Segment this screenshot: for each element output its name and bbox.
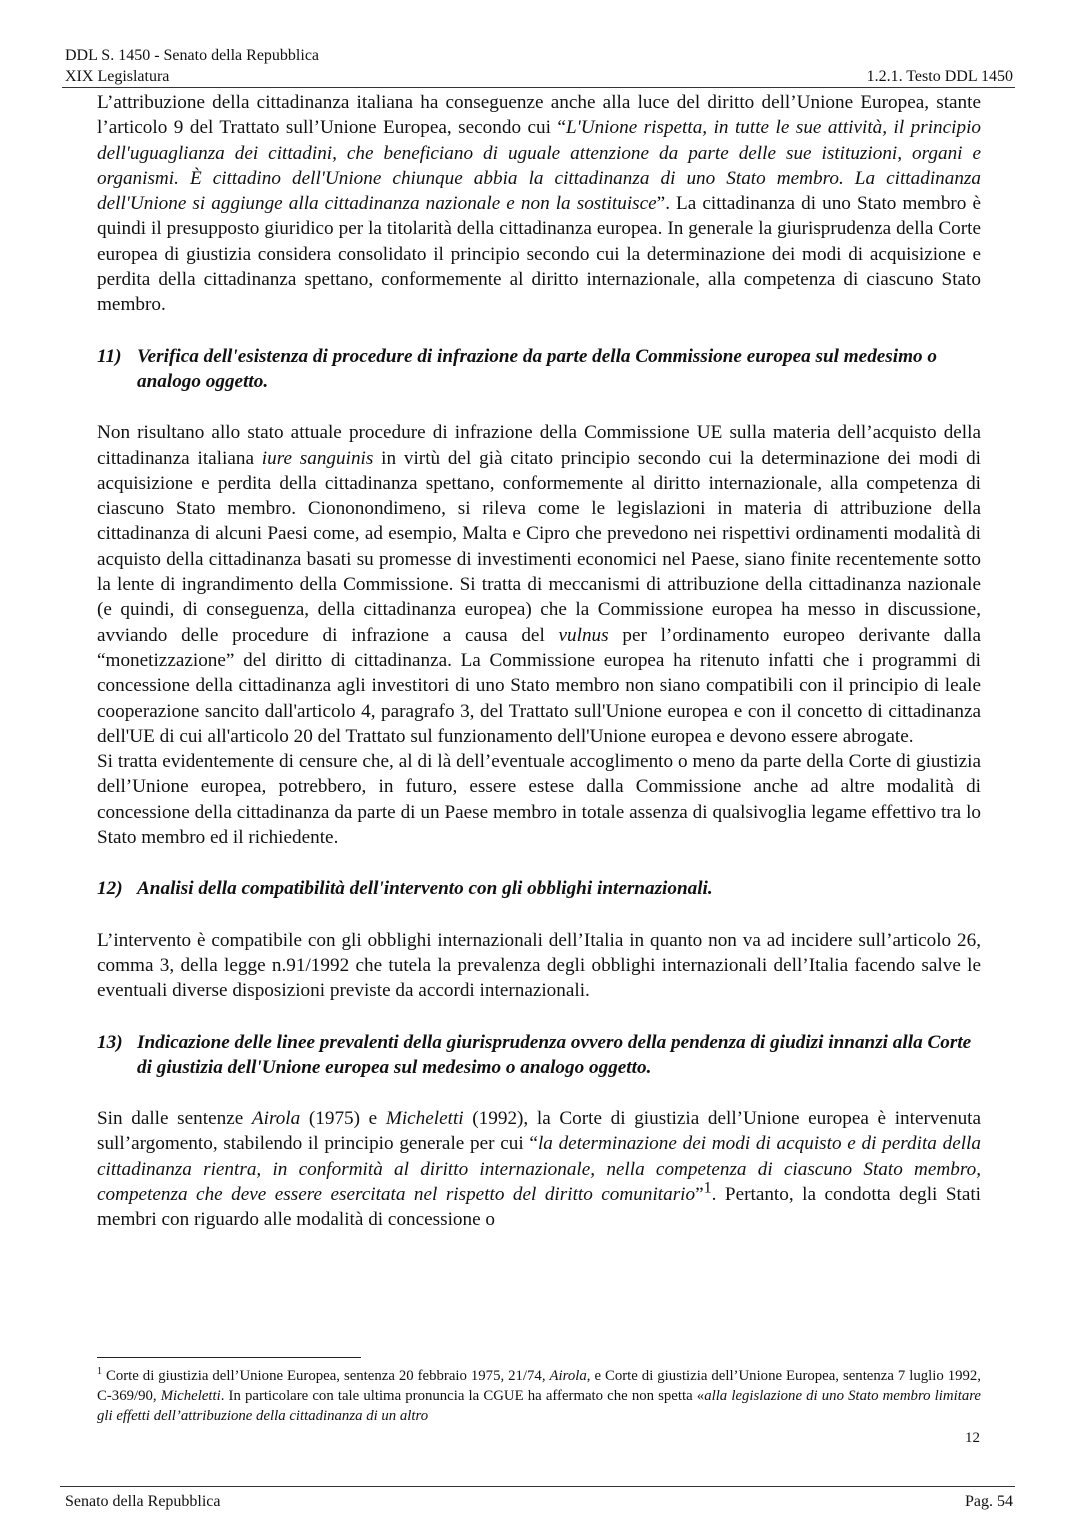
section-title: Analisi della compatibilità dell'intervento con gli obblighi internazionali. <box>137 878 713 900</box>
footer-page-number: Pag. 54 <box>965 1493 1013 1510</box>
section-number: 12) <box>97 878 123 900</box>
paragraph-eu-citizenship: L’attribuzione della cittadinanza italiana ha conseguenze anche alla luce del diritto dell’Unione Europea, stante l’articolo 9 del Trattato sull’Unione Europea, secondo cui “L'Unione rispetta, in tutte le sue attività, il principio dell'uguaglianza dei cittadini, che beneficiano di uguale attenzione da parte delle sue istituzioni, organi e organismi. È cittadino dell'Unione chiunque abbia la cittadinanza di uno Stato membro. La cittadinanza dell'Unione si aggiunge alla cittadinanza nazionale e non la sostituisce”. La cittadinanza di uno Stato membro è quindi il presupposto giuridico per la titolarità della cittadinanza europea. In generale la giurisprudenza della Corte europea di giustizia considera consolidato il principio secondo cui la determinazione dei modi di acquisizione e perdita della cittadinanza spettano, conformemente al diritto internazionale, alla competenza di ciascuno Stato membro. <box>97 92 981 316</box>
paragraph-international-obligations: L’intervento è compatibile con gli obblighi internazionali dell’Italia in quanto non va ad incidere sull’articolo 26, comma 3, della legge n.91/1992 che tutela la prevalenza degli obblighi internazionali dell’Italia facendo salve le eventuali diverse disposizioni previste da accordi internazionali. <box>97 929 981 1002</box>
header-section: 1.2.1. Testo DDL 1450 <box>866 68 1013 85</box>
section-heading-12 <box>97 876 981 901</box>
section-number: 11) <box>97 345 122 367</box>
footer <box>65 1493 1013 1511</box>
section-heading-11 <box>97 344 981 395</box>
section-heading-13 <box>97 1030 981 1081</box>
footnote-reference[interactable]: 1 <box>703 1179 712 1197</box>
header-divider <box>62 87 1015 88</box>
footer-divider <box>60 1486 1015 1487</box>
paragraph-censures: Si tratta evidentemente di censure che, al di là dell’eventuale accoglimento o meno da parte della Corte di giustizia dell’Unione europea, potrebbero, in futuro, essere estese dalla Commissione anche ad altre modalità di concessione della cittadinanza da parte di un Paese membro in totale assenza di qualsivoglia legame effettivo tra lo Stato membro ed il richiedente. <box>97 751 981 849</box>
header-row <box>65 68 1013 86</box>
section-title: Verifica dell'esistenza di procedure di infrazione da parte della Commissione europea sul medesimo o analogo oggetto. <box>137 345 938 392</box>
paragraph-infringement: Non risultano allo stato attuale procedure di infrazione della Commissione UE sulla materia dell’acquisto della cittadinanza italiana iure sanguinis in virtù del già citato principio secondo cui la determinazione dei modi di acquisizione e perdita della cittadinanza spettano, conformemente al diritto internazionale, alla competenza di ciascuno Stato membro. Ciononondimeno, si rileva come le legislazioni in materia di attribuzione della cittadinanza di alcuni Paesi come, ad esempio, Malta e Cipro che prevedono nei rispettivi ordinamenti modalità di acquisto della cittadinanza basati su promesse di investimenti economici nel Paese, siano finite recentemente sotto la lente di ingrandimento della Commissione. Si tratta di meccanismi di attribuzione della cittadinanza nazionale (e quindi, di conseguenza, della cittadinanza europea) che la Commissione europea ha messo in discussione, avviando delle procedure di infrazione a causa del vulnus per l’ordinamento europeo derivante dalla “monetizzazione” del diritto di cittadinanza. La Commissione europea ha ritenuto infatti che i programmi di concessione della cittadinanza agli investitori di uno Stato membro non siano compatibili con il principio di leale cooperazione sancito dall'articolo 4, paragrafo 3, del Trattato sull'Unione europea e con il concetto di cittadinanza dell'UE di cui all'articolo 20 del Trattato sul funzionamento dell'Unione europea e devono essere abrogate. <box>97 422 981 747</box>
header-document-title: DDL S. 1450 - Senato della Repubblica <box>65 47 320 64</box>
footer-institution: Senato della Repubblica <box>65 1493 221 1510</box>
page-body <box>97 90 981 1233</box>
header-legislature: XIX Legislatura <box>65 68 170 85</box>
footnote: $^1$ Corte di giustizia dell’Unione Europea, sentenza 20 febbraio 1975, 21/74, Airola, e Corte di giustizia dell’Unione Europea, sentenza 7 luglio 1992, C-369/90, Micheletti. In particolare con tale ultima pronuncia la CGUE ha affermato che non spetta «alla legislazione di uno Stato membro limitare gli effetti dell’attribuzione della cittadinanza di un altro <box>97 1366 982 1424</box>
footnote-number: 1 <box>97 1366 102 1378</box>
paragraph-case-law: Sin dalle sentenze Airola (1975) e Micheletti (1992), la Corte di giustizia dell’Unione europea è intervenuta sull’argomento, stabilendo il principio generale per cui “la determinazione dei modi di acquisto e di perdita della cittadinanza rientra, in conformità al diritto internazionale, nella competenza di ciascuno Stato membro, competenza che deve essere esercitata nel rispetto del diritto comunitario”$^1$. Pertanto, la condotta degli Stati membri con riguardo alle modalità di concessione o <box>97 1108 982 1231</box>
footnote-divider <box>97 1357 361 1358</box>
section-title: Indicazione delle linee prevalenti della giurisprudenza ovvero della pendenza di giudizi innanzi alla Corte di giustizia dell'Unione europea sul medesimo o analogo oggetto. <box>137 1031 972 1078</box>
section-number: 13) <box>97 1031 123 1053</box>
inner-page-number: 12 <box>965 1430 980 1446</box>
